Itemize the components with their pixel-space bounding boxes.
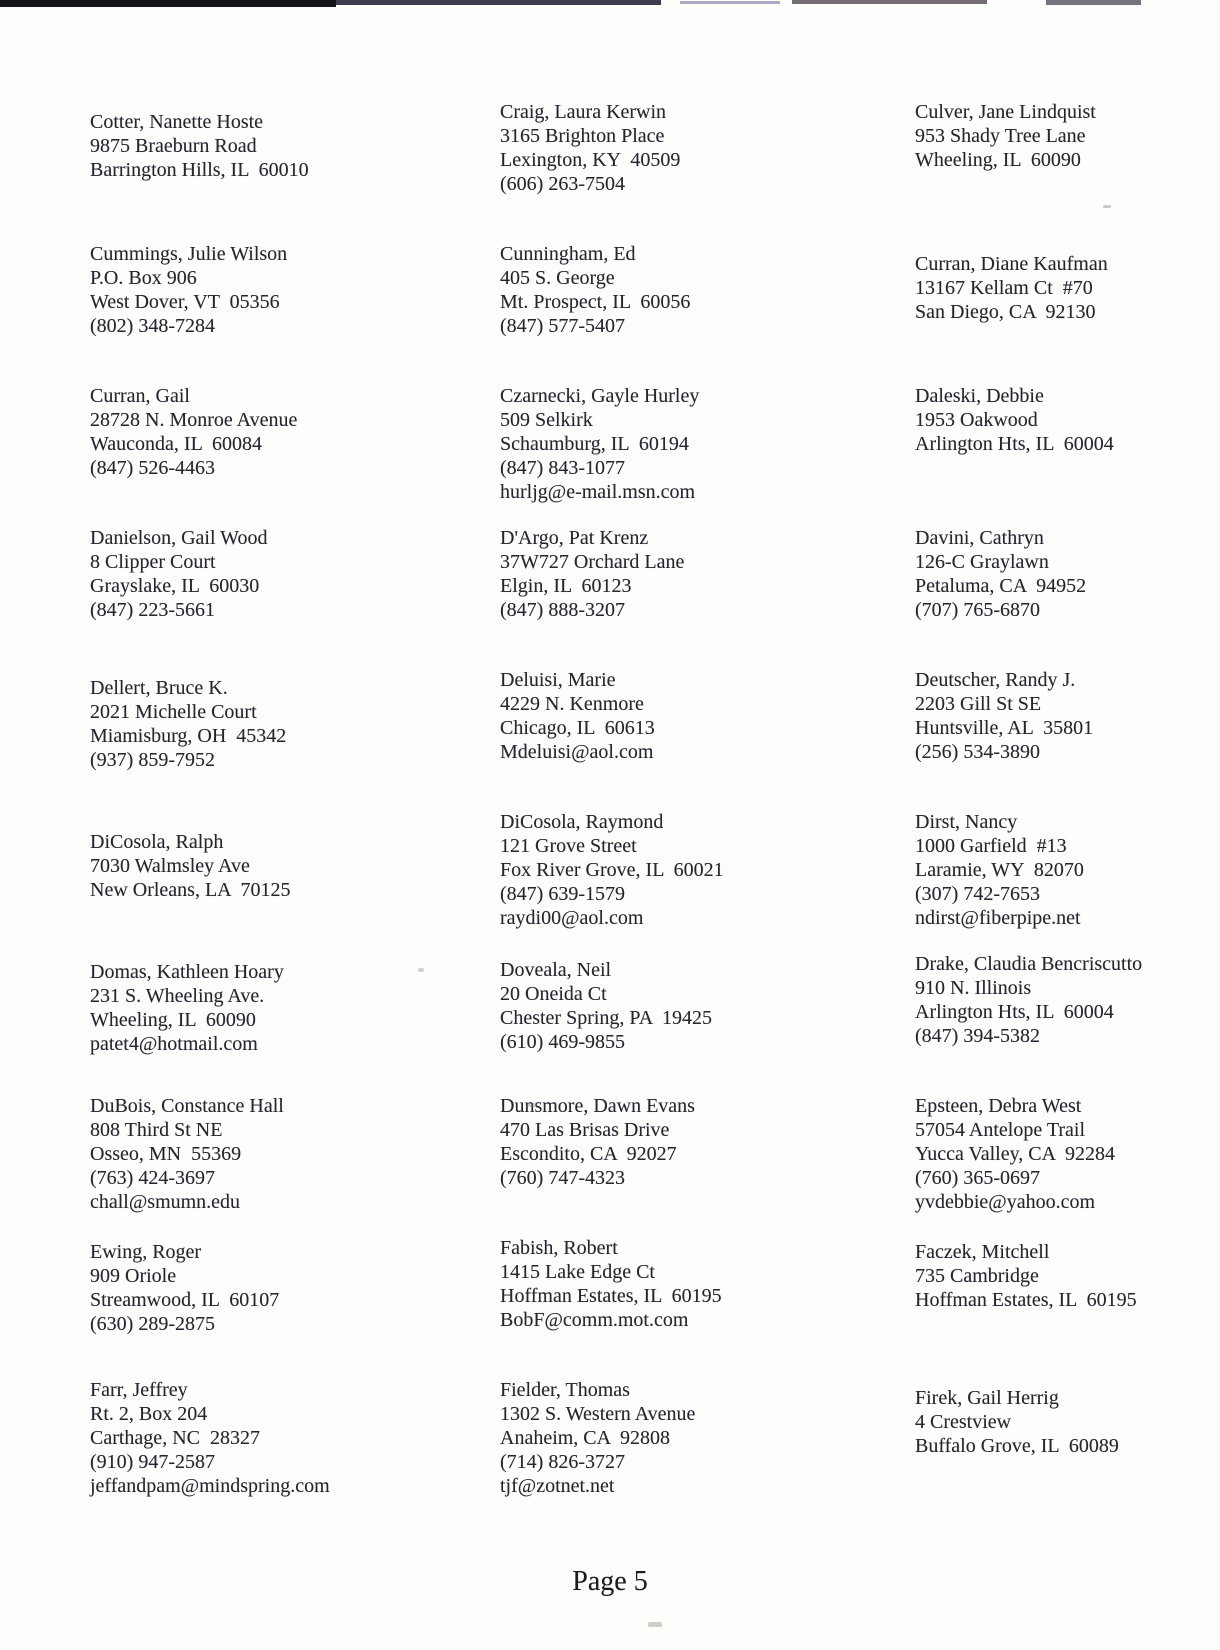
entry-line: 405 S. George [500,267,615,289]
entry-line: Mdeluisi@aol.com [500,741,654,763]
directory-entry [90,1094,500,1214]
scan-artifact [1103,205,1111,208]
entry-line: (847) 223-5661 [90,599,215,621]
entry-line: 121 Grove Street [500,835,637,857]
entry-line: Osseo, MN 55369 [90,1143,242,1165]
entry-line: Laramie, WY 82070 [915,859,1084,881]
entry-line: Buffalo Grove, IL 60089 [915,1435,1119,1457]
directory-entry [500,1094,915,1190]
entry-line: Barrington Hills, IL 60010 [90,159,309,181]
entry-line: Davini, Cathryn [915,527,1044,549]
page-number: Page 5 [572,1566,648,1597]
entry-line: Danielson, Gail Wood [90,527,268,549]
entry-line: DiCosola, Ralph [90,831,224,853]
entry-line: 2021 Michelle Court [90,701,257,723]
entry-line: Daleski, Debbie [915,385,1044,407]
entry-line: Craig, Laura Kerwin [500,101,667,123]
directory-entry [90,384,500,480]
entry-line: 1302 S. Western Avenue [500,1403,696,1425]
entry-line: Schaumburg, IL 60194 [500,433,689,455]
entry-line: Deutscher, Randy J. [915,669,1076,691]
entry-line: Arlington Hts, IL 60004 [915,433,1114,455]
directory-entry [90,1378,500,1498]
entry-line: P.O. Box 906 [90,267,197,289]
directory-entry [500,810,915,930]
entry-line: 910 N. Illinois [915,977,1032,999]
entry-line: 2203 Gill St SE [915,693,1042,715]
entry-line: Wheeling, IL 60090 [915,149,1081,171]
entry-line: Miamisburg, OH 45342 [90,725,287,747]
directory-entry [90,110,500,182]
entry-line: Grayslake, IL 60030 [90,575,260,597]
entry-line: 9875 Braeburn Road [90,135,257,157]
entry-line: Rt. 2, Box 204 [90,1403,208,1425]
entry-line: Escondito, CA 92027 [500,1143,677,1165]
entry-line: (847) 394-5382 [915,1025,1040,1047]
directory-entry [915,526,1220,622]
directory-entry [90,1240,500,1336]
entry-line: 3165 Brighton Place [500,125,665,147]
scan-artifact [648,1622,662,1627]
entry-line: (707) 765-6870 [915,599,1040,621]
directory-entry [500,242,915,338]
entry-line: (847) 526-4463 [90,457,215,479]
entry-line: Anaheim, CA 92808 [500,1427,670,1449]
entry-line: (630) 289-2875 [90,1313,215,1335]
entry-line: 13167 Kellam Ct #70 [915,277,1093,299]
directory-entry [500,526,915,622]
entry-line: Fielder, Thomas [500,1379,630,1401]
directory-entry [915,1386,1220,1458]
entry-line: Deluisi, Marie [500,669,616,691]
entry-line: DiCosola, Raymond [500,811,664,833]
directory-entry [90,526,500,622]
entry-line: 1000 Garfield #13 [915,835,1067,857]
entry-line: Dellert, Bruce K. [90,677,228,699]
entry-line: Epsteen, Debra West [915,1095,1082,1117]
entry-line: Chicago, IL 60613 [500,717,655,739]
entry-line: Elgin, IL 60123 [500,575,632,597]
directory-entry [500,1236,915,1332]
directory-entry [915,1240,1220,1312]
entry-line: tjf@zotnet.net [500,1475,615,1497]
entry-line: D'Argo, Pat Krenz [500,527,649,549]
entry-line: 808 Third St NE [90,1119,223,1141]
entry-line: Drake, Claudia Bencriscutto [915,953,1143,975]
entry-line: 28728 N. Monroe Avenue [90,409,298,431]
entry-line: 20 Oneida Ct [500,983,607,1005]
entry-line: (714) 826-3727 [500,1451,625,1473]
entry-line: hurljg@e-mail.msn.com [500,481,696,503]
scan-artifact [792,0,987,4]
entry-line: DuBois, Constance Hall [90,1095,284,1117]
entry-line: patet4@hotmail.com [90,1033,258,1055]
entry-line: BobF@comm.mot.com [500,1309,689,1331]
directory-entry [500,958,915,1054]
entry-line: (847) 639-1579 [500,883,625,905]
entry-line: (256) 534-3890 [915,741,1040,763]
scan-artifact [418,968,424,972]
directory-entry [915,252,1220,324]
entry-line: (307) 742-7653 [915,883,1040,905]
entry-line: Wauconda, IL 60084 [90,433,263,455]
entry-line: Czarnecki, Gayle Hurley [500,385,700,407]
directory-entry [90,830,500,902]
entry-line: 735 Cambridge [915,1265,1039,1287]
entry-line: Carthage, NC 28327 [90,1427,260,1449]
entry-line: (763) 424-3697 [90,1167,215,1189]
directory-entry [915,384,1220,456]
entry-line: (847) 577-5407 [500,315,625,337]
entry-line: San Diego, CA 92130 [915,301,1096,323]
directory-entry [915,810,1220,930]
entry-line: Cotter, Nanette Hoste [90,111,264,133]
entry-line: 7030 Walmsley Ave [90,855,250,877]
entry-line: Streamwood, IL 60107 [90,1289,280,1311]
entry-line: 231 S. Wheeling Ave. [90,985,265,1007]
entry-line: ndirst@fiberpipe.net [915,907,1081,929]
entry-line: 953 Shady Tree Lane [915,125,1086,147]
entry-line: (847) 888-3207 [500,599,625,621]
entry-line: Petaluma, CA 94952 [915,575,1087,597]
entry-line: 57054 Antelope Trail [915,1119,1086,1141]
entry-line: Dirst, Nancy [915,811,1018,833]
entry-line: 37W727 Orchard Lane [500,551,685,573]
entry-line: Fox River Grove, IL 60021 [500,859,724,881]
entry-line: Farr, Jeffrey [90,1379,188,1401]
entry-line: Cummings, Julie Wilson [90,243,288,265]
directory-entry [500,1378,915,1498]
entry-line: Curran, Diane Kaufman [915,253,1108,275]
entry-line: Dunsmore, Dawn Evans [500,1095,695,1117]
entry-line: Yucca Valley, CA 92284 [915,1143,1115,1165]
entry-line: Firek, Gail Herrig [915,1387,1059,1409]
entry-line: 126-C Graylawn [915,551,1049,573]
entry-line: yvdebbie@yahoo.com [915,1191,1096,1213]
directory-entry [915,952,1220,1048]
entry-line: 1415 Lake Edge Ct [500,1261,655,1283]
entry-line: 470 Las Brisas Drive [500,1119,670,1141]
entry-line: Arlington Hts, IL 60004 [915,1001,1114,1023]
scan-artifact [527,1103,537,1107]
entry-line: (937) 859-7952 [90,749,215,771]
directory-entry [90,960,500,1056]
entry-line: raydi00@aol.com [500,907,644,929]
directory-entry [500,100,915,196]
entry-line: (802) 348-7284 [90,315,215,337]
entry-line: Faczek, Mitchell [915,1241,1050,1263]
entry-line: (760) 365-0697 [915,1167,1040,1189]
entry-line: 4 Crestview [915,1411,1012,1433]
entry-line: 4229 N. Kenmore [500,693,644,715]
directory-entry [915,668,1220,764]
entry-line: (760) 747-4323 [500,1167,625,1189]
entry-line: Cunningham, Ed [500,243,636,265]
entry-line: Doveala, Neil [500,959,612,981]
entry-line: 909 Oriole [90,1265,177,1287]
entry-line: 8 Clipper Court [90,551,216,573]
entry-line: Ewing, Roger [90,1241,202,1263]
entry-line: Mt. Prospect, IL 60056 [500,291,691,313]
entry-line: Domas, Kathleen Hoary [90,961,284,983]
directory-entry [500,668,915,764]
entry-line: Hoffman Estates, IL 60195 [915,1289,1137,1311]
entry-line: Curran, Gail [90,385,190,407]
scan-artifact [1046,0,1141,5]
entry-line: (610) 469-9855 [500,1031,625,1053]
entry-line: 509 Selkirk [500,409,593,431]
scan-artifact [0,0,336,7]
entry-line: Wheeling, IL 60090 [90,1009,256,1031]
directory-entry [500,384,915,504]
entry-line: Fabish, Robert [500,1237,618,1259]
entry-line: Hoffman Estates, IL 60195 [500,1285,722,1307]
scan-artifact [680,1,780,4]
entry-line: (847) 843-1077 [500,457,625,479]
entry-line: Lexington, KY 40509 [500,149,681,171]
directory-entry [90,242,500,338]
entry-line: New Orleans, LA 70125 [90,879,291,901]
entry-line: 1953 Oakwood [915,409,1038,431]
directory-entry [90,676,500,772]
entry-line: West Dover, VT 05356 [90,291,280,313]
entry-line: Chester Spring, PA 19425 [500,1007,713,1029]
directory-entry [915,1094,1220,1214]
entry-line: Huntsville, AL 35801 [915,717,1094,739]
entry-line: (606) 263-7504 [500,173,625,195]
entry-line: jeffandpam@mindspring.com [90,1475,330,1497]
entry-line: Culver, Jane Lindquist [915,101,1096,123]
directory-entry [915,100,1220,172]
entry-line: (910) 947-2587 [90,1451,215,1473]
scan-artifact [336,0,661,5]
entry-line: chall@smumn.edu [90,1191,241,1213]
